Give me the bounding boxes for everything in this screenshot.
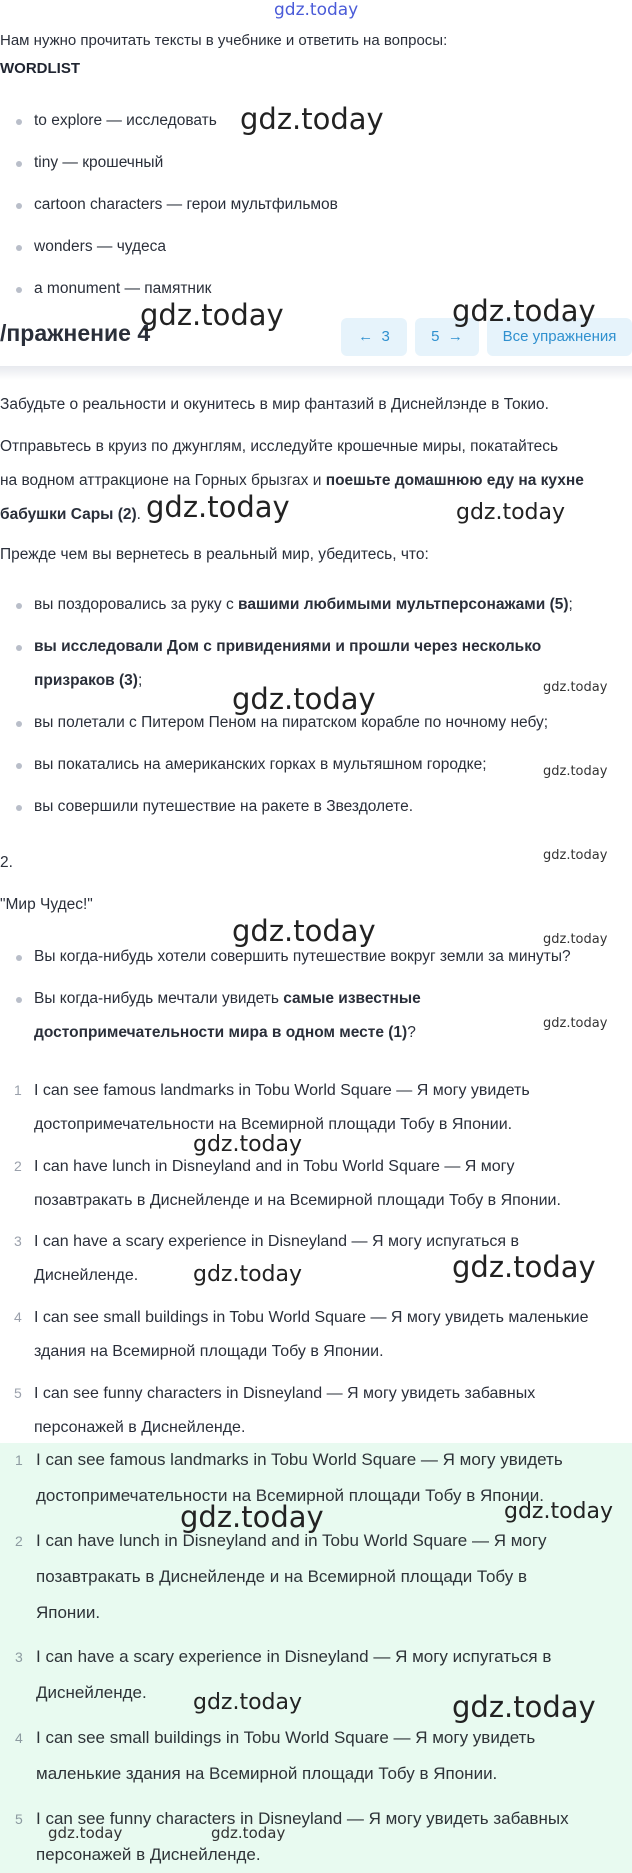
watermark: gdz.today bbox=[232, 914, 376, 948]
watermark: gdz.today bbox=[543, 1016, 608, 1031]
list-item: a monument — памятник bbox=[34, 280, 212, 297]
list-item: вы покатались на американских горках в мультяшном городке; bbox=[34, 756, 487, 773]
bullet-dot bbox=[16, 763, 22, 769]
bullet-dot bbox=[16, 997, 22, 1003]
bullet-dot bbox=[16, 721, 22, 727]
answer-line: I can have lunch in Disneyland and in Tobu World Square — Я могу bbox=[34, 1158, 515, 1175]
watermark: gdz.today bbox=[211, 1824, 286, 1842]
answer-line: персонажей в Диснейленде. bbox=[36, 1845, 261, 1864]
arrow-left-icon: ← bbox=[358, 328, 374, 345]
paragraph: Прежде чем вы вернетесь в реальный мир, убедитесь, что: bbox=[0, 546, 429, 563]
bullet-dot bbox=[16, 645, 22, 651]
answer-line: I can see small buildings in Tobu World Square — Я могу увидеть маленькие bbox=[34, 1309, 589, 1326]
list-item: to explore — исследовать bbox=[34, 112, 217, 129]
arrow-right-icon: → bbox=[447, 328, 463, 345]
watermark: gdz.today bbox=[140, 298, 284, 332]
watermark: gdz.today bbox=[456, 500, 566, 525]
paragraph-text: . bbox=[136, 506, 141, 523]
answer-line: персонажей в Диснейленде. bbox=[34, 1419, 246, 1436]
answer-line: I can have a scary experience in Disneyland — Я могу испугаться в bbox=[34, 1233, 520, 1250]
list-item: wonders — чудеса bbox=[34, 238, 167, 255]
watermark: gdz.today bbox=[193, 1132, 303, 1157]
watermark: gdz.today bbox=[452, 1250, 596, 1284]
answer-line: позавтракать в Диснейленде и на Всемирной площади Тобу в Японии. bbox=[34, 1192, 561, 1209]
bullet-dot bbox=[16, 203, 22, 209]
header-shadow bbox=[0, 366, 632, 380]
watermark: gdz.today bbox=[232, 682, 376, 716]
answer-line: I can see funny characters in Disneyland — Я могу увидеть забавных bbox=[34, 1385, 536, 1402]
answer-line: I can see funny characters in Disneyland — Я могу увидеть забавных bbox=[36, 1809, 569, 1828]
answer-line: I can see famous landmarks in Tobu World Square — Я могу увидеть bbox=[36, 1450, 563, 1469]
answer-line: Диснейленде. bbox=[36, 1683, 147, 1702]
watermark: gdz.today bbox=[543, 848, 608, 863]
watermark: gdz.today bbox=[180, 1500, 324, 1534]
watermark: gdz.today bbox=[543, 680, 608, 695]
paragraph: Забудьте о реальности и окунитесь в мир фантазий в Диснейлэнде в Токио. bbox=[0, 396, 549, 413]
next-exercise-number: 5 bbox=[431, 328, 440, 345]
answer-number: 1 bbox=[15, 1452, 23, 1468]
answer-number: 1 bbox=[14, 1082, 22, 1098]
answer-number: 5 bbox=[15, 1811, 23, 1827]
paragraph-bold-text: бабушки Сары (2) bbox=[0, 506, 137, 523]
watermark: gdz.today bbox=[48, 1824, 123, 1842]
answer-number: 4 bbox=[14, 1309, 22, 1325]
watermark: gdz.today bbox=[543, 764, 608, 779]
watermark: gdz.today bbox=[193, 1690, 303, 1715]
answer-number: 3 bbox=[14, 1233, 22, 1249]
list-item: tiny — крошечный bbox=[34, 154, 164, 171]
list-item: cartoon characters — герои мультфильмов bbox=[34, 196, 338, 213]
list-item-continued: призраков (3); bbox=[34, 672, 143, 689]
prev-exercise-number: 3 bbox=[381, 328, 390, 345]
watermark: gdz.today bbox=[504, 1499, 614, 1524]
intro-text: Нам нужно прочитать тексты в учебнике и ответить на вопросы: bbox=[0, 32, 448, 49]
list-item-continued: достопримечательности мира в одном месте (1)? bbox=[34, 1024, 416, 1041]
answer-line: I can have a scary experience in Disneyland — Я могу испугаться в bbox=[36, 1647, 552, 1666]
watermark: gdz.today bbox=[146, 490, 290, 524]
bullet-dot bbox=[16, 603, 22, 609]
section-title: "Мир Чудес!" bbox=[0, 896, 93, 913]
list-item: вы совершили путешествие на ракете в Звездолете. bbox=[34, 798, 414, 815]
watermark: gdz.today bbox=[240, 102, 384, 136]
watermark: gdz.today bbox=[452, 1690, 596, 1724]
bullet-dot bbox=[16, 161, 22, 167]
answer-number: 4 bbox=[15, 1730, 23, 1746]
paragraph-text: на водном аттракционе на Горных брызгах и bbox=[0, 472, 326, 489]
bullet-dot bbox=[16, 119, 22, 125]
answer-line: здания на Всемирной площади Тобу в Японии. bbox=[34, 1343, 384, 1360]
list-item: Вы когда-нибудь хотели совершить путешествие вокруг земли за минуты? bbox=[34, 948, 571, 965]
bullet-dot bbox=[16, 245, 22, 251]
answer-number: 5 bbox=[14, 1385, 22, 1401]
answer-line: достопримечательности на Всемирной площади Тобу в Японии. bbox=[34, 1116, 513, 1133]
list-item: Вы когда-нибудь мечтали увидеть самые известные bbox=[34, 990, 421, 1007]
list-item: вы исследовали Дом с привидениями и прошли через несколько bbox=[34, 638, 542, 655]
watermark: gdz.today bbox=[452, 294, 596, 328]
answer-line: I can see small buildings in Tobu World Square — Я могу увидеть bbox=[36, 1728, 536, 1747]
bullet-dot bbox=[16, 805, 22, 811]
list-item: вы полетали с Питером Пеном на пиратском корабле по ночному небу; bbox=[34, 714, 549, 731]
list-item: вы поздоровались за руку с вашими любимыми мультперсонажами (5); bbox=[34, 596, 573, 613]
section-number: 2. bbox=[0, 854, 13, 871]
answer-line: I can see famous landmarks in Tobu World Square — Я могу увидеть bbox=[34, 1082, 530, 1099]
answer-line: позавтракать в Диснейленде и на Всемирной площади Тобу в bbox=[36, 1567, 528, 1586]
answer-line: Диснейленде. bbox=[34, 1267, 139, 1284]
watermark-logo: gdz.today bbox=[274, 0, 359, 20]
paragraph: Отправьтесь в круиз по джунглям, исследуйте крошечные миры, покатайтесь bbox=[0, 438, 559, 455]
exercise-heading: /пражнение 4 bbox=[0, 320, 151, 346]
prev-exercise-button[interactable] bbox=[341, 318, 407, 356]
all-exercises-button[interactable]: Все упражнения bbox=[487, 318, 632, 356]
watermark: gdz.today bbox=[193, 1262, 303, 1287]
answer-number: 2 bbox=[15, 1533, 23, 1549]
answer-number: 2 bbox=[14, 1158, 22, 1174]
bullet-dot bbox=[16, 955, 22, 961]
wordlist-title: WORDLIST bbox=[0, 60, 80, 77]
bullet-dot bbox=[16, 287, 22, 293]
answer-line: достопримечательности на Всемирной площади Тобу в Японии. bbox=[36, 1486, 545, 1505]
answer-line: I can have lunch in Disneyland and in Tobu World Square — Я могу bbox=[36, 1531, 547, 1550]
answer-line: маленькие здания на Всемирной площади Тобу в Японии. bbox=[36, 1764, 498, 1783]
answer-line: Японии. bbox=[36, 1603, 101, 1622]
watermark: gdz.today bbox=[543, 932, 608, 947]
answer-number: 3 bbox=[15, 1649, 23, 1665]
paragraph-bold-text: поешьте домашнюю еду на кухне bbox=[325, 472, 584, 489]
